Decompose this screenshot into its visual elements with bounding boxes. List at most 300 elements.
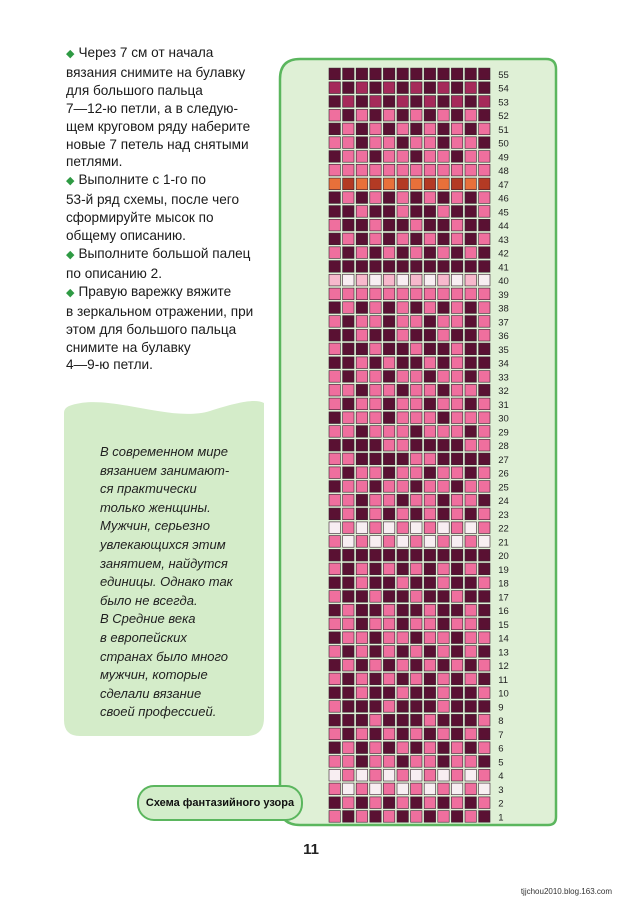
chart-cell bbox=[451, 467, 462, 479]
chart-cell bbox=[411, 591, 422, 603]
chart-cell bbox=[383, 233, 394, 245]
chart-cell bbox=[343, 343, 354, 355]
bullet-icon: ◆ bbox=[66, 248, 75, 261]
chart-cell bbox=[424, 151, 435, 163]
chart-cell bbox=[451, 618, 462, 630]
chart-cell bbox=[479, 343, 490, 355]
row-number: 11 bbox=[498, 674, 509, 686]
chart-cell bbox=[479, 618, 490, 630]
side-note-line: Мужчин, серьезно bbox=[100, 518, 210, 534]
chart-cell bbox=[383, 164, 394, 176]
row-number: 31 bbox=[498, 399, 509, 411]
chart-cell bbox=[383, 481, 394, 493]
chart-cell bbox=[343, 591, 354, 603]
bullet-icon: ◆ bbox=[66, 286, 75, 299]
chart-cell bbox=[479, 109, 490, 121]
chart-cell bbox=[465, 412, 476, 424]
chart-cell bbox=[370, 178, 381, 190]
chart-cell bbox=[424, 192, 435, 204]
chart-cell bbox=[411, 604, 422, 616]
row-number: 16 bbox=[498, 606, 509, 617]
chart-cell bbox=[397, 123, 408, 135]
chart-cell bbox=[451, 109, 462, 121]
chart-cell bbox=[343, 261, 354, 273]
page-number: 11 bbox=[303, 841, 319, 858]
chart-cell bbox=[424, 646, 435, 658]
chart-cell bbox=[411, 756, 422, 768]
row-number: 25 bbox=[498, 482, 509, 494]
row-number: 48 bbox=[498, 166, 509, 177]
chart-cell bbox=[479, 549, 490, 561]
chart-cell bbox=[451, 563, 462, 575]
chart-cell bbox=[356, 797, 367, 809]
chart-cell bbox=[451, 687, 462, 699]
chart-cell bbox=[383, 68, 394, 80]
chart-cell bbox=[465, 151, 476, 163]
row-number: 45 bbox=[498, 207, 509, 219]
chart-cell bbox=[424, 577, 435, 589]
chart-cell bbox=[424, 384, 435, 396]
row-number: 51 bbox=[498, 124, 509, 136]
chart-cell bbox=[356, 742, 367, 754]
chart-cell bbox=[424, 357, 435, 369]
chart-cell bbox=[465, 618, 476, 630]
chart-cell bbox=[479, 137, 490, 149]
chart-cell bbox=[329, 769, 340, 781]
row-number: 10 bbox=[498, 688, 509, 700]
row-number: 29 bbox=[498, 427, 509, 439]
chart-cell bbox=[370, 481, 381, 493]
chart-cell bbox=[465, 247, 476, 259]
chart-cell bbox=[479, 398, 490, 410]
chart-cell bbox=[438, 109, 449, 121]
chart-cell bbox=[465, 384, 476, 396]
row-number: 33 bbox=[498, 372, 509, 384]
chart-cell bbox=[411, 467, 422, 479]
chart-cell bbox=[383, 783, 394, 795]
chart-cell bbox=[465, 316, 476, 328]
chart-cell bbox=[424, 96, 435, 108]
chart-cell bbox=[383, 384, 394, 396]
chart-cell bbox=[438, 742, 449, 754]
chart-cell bbox=[451, 412, 462, 424]
chart-cell bbox=[411, 68, 422, 80]
chart-cell bbox=[356, 384, 367, 396]
chart-cell bbox=[343, 384, 354, 396]
side-note-line: ся практически bbox=[100, 481, 197, 497]
row-number: 38 bbox=[498, 303, 509, 315]
chart-cell bbox=[329, 384, 340, 396]
chart-cell bbox=[479, 68, 490, 80]
chart-cell bbox=[465, 481, 476, 493]
chart-cell bbox=[383, 178, 394, 190]
chart-cell bbox=[383, 412, 394, 424]
chart-cell bbox=[411, 439, 422, 451]
row-number: 26 bbox=[498, 468, 509, 480]
row-number: 24 bbox=[498, 496, 509, 507]
chart-cell bbox=[479, 178, 490, 190]
chart-cell bbox=[424, 522, 435, 534]
chart-cell bbox=[343, 467, 354, 479]
row-number: 6 bbox=[498, 743, 504, 755]
chart-cell bbox=[451, 302, 462, 314]
chart-cell bbox=[438, 797, 449, 809]
bullet-icon: ◆ bbox=[66, 175, 75, 188]
row-number: 34 bbox=[498, 358, 509, 370]
chart-cell bbox=[424, 494, 435, 506]
chart-cell bbox=[438, 577, 449, 589]
instruction-line: ◆ Правую варежку вяжите bbox=[66, 283, 232, 299]
chart-cell bbox=[356, 178, 367, 190]
chart-cell bbox=[411, 316, 422, 328]
chart-cell bbox=[383, 137, 394, 149]
side-note-line: В Средние века bbox=[100, 611, 196, 627]
chart-cell bbox=[451, 536, 462, 548]
chart-cell bbox=[411, 398, 422, 410]
chart-cell bbox=[424, 811, 435, 823]
row-number: 4 bbox=[498, 771, 504, 782]
instruction-line: для большого пальца bbox=[66, 82, 203, 98]
chart-cell bbox=[370, 811, 381, 823]
chart-cell bbox=[370, 728, 381, 740]
side-note-line: мужчин, которые bbox=[100, 667, 208, 683]
chart-cell bbox=[438, 728, 449, 740]
chart-cell bbox=[343, 769, 354, 781]
chart-cell bbox=[397, 536, 408, 548]
chart-cell bbox=[370, 604, 381, 616]
chart-cell bbox=[370, 494, 381, 506]
chart-cell bbox=[356, 371, 367, 383]
chart-cell bbox=[438, 261, 449, 273]
chart-cell bbox=[438, 233, 449, 245]
chart-cell bbox=[451, 673, 462, 685]
chart-cell bbox=[479, 797, 490, 809]
chart-cell bbox=[383, 673, 394, 685]
chart-cell bbox=[438, 687, 449, 699]
chart-cell bbox=[370, 659, 381, 671]
chart-cell bbox=[424, 109, 435, 121]
chart-cell bbox=[370, 96, 381, 108]
chart-cell bbox=[397, 109, 408, 121]
chart-cell bbox=[479, 591, 490, 603]
chart-cell bbox=[411, 206, 422, 218]
chart-cell bbox=[370, 371, 381, 383]
chart-cell bbox=[343, 783, 354, 795]
instruction-line: этом для большого пальца bbox=[66, 321, 237, 337]
row-number: 36 bbox=[498, 331, 509, 342]
instruction-line: общему описанию. bbox=[66, 228, 186, 244]
chart-cell bbox=[465, 714, 476, 726]
chart-cell bbox=[329, 247, 340, 259]
row-number: 18 bbox=[498, 578, 509, 590]
chart-cell bbox=[356, 659, 367, 671]
chart-cell bbox=[343, 522, 354, 534]
chart-cell bbox=[343, 618, 354, 630]
chart-cell bbox=[329, 591, 340, 603]
chart-cell bbox=[411, 811, 422, 823]
chart-cell bbox=[465, 123, 476, 135]
instruction-line: петлями. bbox=[66, 154, 123, 170]
chart-cell bbox=[465, 536, 476, 548]
chart-cell bbox=[343, 398, 354, 410]
chart-cell bbox=[465, 261, 476, 273]
chart-cell bbox=[356, 109, 367, 121]
chart-cell bbox=[397, 783, 408, 795]
chart-cell bbox=[479, 371, 490, 383]
chart-cell bbox=[343, 192, 354, 204]
chart-cell bbox=[397, 288, 408, 300]
chart-cell bbox=[397, 384, 408, 396]
chart-cell bbox=[411, 797, 422, 809]
chart-cell bbox=[356, 714, 367, 726]
row-number: 35 bbox=[498, 344, 509, 356]
chart-cell bbox=[438, 453, 449, 465]
chart-cell bbox=[424, 673, 435, 685]
chart-cell bbox=[479, 439, 490, 451]
chart-cell bbox=[356, 192, 367, 204]
chart-cell bbox=[397, 398, 408, 410]
chart-cell bbox=[343, 604, 354, 616]
chart-cell bbox=[424, 261, 435, 273]
chart-cell bbox=[329, 343, 340, 355]
chart-cell bbox=[438, 178, 449, 190]
chart-cell bbox=[397, 659, 408, 671]
chart-cell bbox=[370, 343, 381, 355]
chart-cell bbox=[397, 151, 408, 163]
chart-cell bbox=[329, 96, 340, 108]
chart-cell bbox=[424, 302, 435, 314]
instruction-line: щем круговом ряду наберите bbox=[66, 118, 251, 134]
chart-cell bbox=[383, 371, 394, 383]
chart-cell bbox=[451, 164, 462, 176]
chart-cell bbox=[451, 288, 462, 300]
chart-cell bbox=[397, 549, 408, 561]
chart-cell bbox=[411, 659, 422, 671]
chart-cell bbox=[479, 164, 490, 176]
chart-cell bbox=[329, 577, 340, 589]
instruction-line: 4—9-ю петли. bbox=[66, 357, 153, 373]
chart-cell bbox=[479, 288, 490, 300]
chart-cell bbox=[451, 329, 462, 341]
chart-cell bbox=[397, 701, 408, 713]
chart-cell bbox=[397, 522, 408, 534]
chart-cell bbox=[465, 797, 476, 809]
chart-cell bbox=[465, 549, 476, 561]
chart-cell bbox=[343, 536, 354, 548]
chart-cell bbox=[370, 439, 381, 451]
chart-cell bbox=[424, 783, 435, 795]
row-number: 17 bbox=[498, 592, 509, 604]
chart-cell bbox=[438, 673, 449, 685]
chart-caption: Схема фантазийного узора bbox=[137, 785, 303, 821]
chart-cell bbox=[370, 219, 381, 231]
chart-cell bbox=[397, 728, 408, 740]
chart-cell bbox=[451, 646, 462, 658]
chart-cell bbox=[356, 329, 367, 341]
chart-cell bbox=[370, 577, 381, 589]
chart-cell bbox=[479, 467, 490, 479]
chart-cell bbox=[356, 549, 367, 561]
chart-cell bbox=[451, 591, 462, 603]
chart-cell bbox=[383, 769, 394, 781]
chart-cell bbox=[370, 384, 381, 396]
chart-cell bbox=[479, 632, 490, 644]
instruction-line: ◆ Выполните большой палец bbox=[66, 245, 251, 261]
chart-cell bbox=[438, 439, 449, 451]
chart-cell bbox=[370, 192, 381, 204]
chart-cell bbox=[329, 412, 340, 424]
chart-cell bbox=[329, 811, 340, 823]
chart-cell bbox=[465, 673, 476, 685]
chart-cell bbox=[383, 549, 394, 561]
chart-cell bbox=[479, 783, 490, 795]
chart-cell bbox=[370, 316, 381, 328]
chart-cell bbox=[438, 659, 449, 671]
chart-cell bbox=[438, 357, 449, 369]
chart-cell bbox=[438, 618, 449, 630]
row-number: 3 bbox=[498, 784, 504, 796]
chart-cell bbox=[479, 82, 490, 94]
chart-cell bbox=[370, 233, 381, 245]
chart-cell bbox=[465, 302, 476, 314]
side-note-line: сделали вязание bbox=[100, 685, 202, 701]
chart-cell bbox=[370, 549, 381, 561]
chart-cell bbox=[438, 398, 449, 410]
chart-cell bbox=[356, 522, 367, 534]
row-number: 40 bbox=[498, 276, 509, 287]
chart-cell bbox=[370, 563, 381, 575]
chart-cell bbox=[451, 453, 462, 465]
chart-cell bbox=[383, 494, 394, 506]
chart-cell bbox=[451, 261, 462, 273]
chart-cell bbox=[438, 604, 449, 616]
chart-cell bbox=[370, 591, 381, 603]
chart-cell bbox=[329, 206, 340, 218]
chart-cell bbox=[438, 384, 449, 396]
chart-cell bbox=[465, 439, 476, 451]
chart-cell bbox=[397, 494, 408, 506]
chart-cell bbox=[424, 178, 435, 190]
chart-cell bbox=[479, 453, 490, 465]
chart-cell bbox=[370, 206, 381, 218]
chart-cell bbox=[397, 412, 408, 424]
chart-cell bbox=[424, 329, 435, 341]
chart-cell bbox=[424, 164, 435, 176]
chart-cell bbox=[329, 508, 340, 520]
chart-cell bbox=[356, 123, 367, 135]
chart-cell bbox=[479, 233, 490, 245]
chart-cell bbox=[479, 769, 490, 781]
chart-cell bbox=[370, 508, 381, 520]
chart-cell bbox=[329, 549, 340, 561]
chart-cell bbox=[356, 206, 367, 218]
chart-cell bbox=[397, 68, 408, 80]
row-number: 1 bbox=[498, 812, 504, 824]
chart-cell bbox=[356, 151, 367, 163]
chart-cell bbox=[465, 233, 476, 245]
chart-cell bbox=[356, 494, 367, 506]
chart-cell bbox=[479, 536, 490, 548]
chart-cell bbox=[479, 508, 490, 520]
chart-cell bbox=[343, 329, 354, 341]
chart-cell bbox=[383, 604, 394, 616]
chart-cell bbox=[451, 701, 462, 713]
chart-cell bbox=[356, 82, 367, 94]
chart-cell bbox=[424, 343, 435, 355]
chart-cell bbox=[465, 398, 476, 410]
row-number: 15 bbox=[498, 619, 509, 631]
chart-cell bbox=[370, 618, 381, 630]
chart-cell bbox=[397, 329, 408, 341]
chart-cell bbox=[370, 536, 381, 548]
chart-cell bbox=[438, 82, 449, 94]
chart-cell bbox=[383, 756, 394, 768]
chart-cell bbox=[424, 206, 435, 218]
chart-cell bbox=[438, 563, 449, 575]
chart-cell bbox=[411, 618, 422, 630]
chart-cell bbox=[479, 742, 490, 754]
chart-cell bbox=[479, 316, 490, 328]
row-number: 8 bbox=[498, 716, 504, 727]
side-note-line: своей профессией. bbox=[100, 704, 217, 720]
chart-cell bbox=[329, 288, 340, 300]
chart-cell bbox=[424, 591, 435, 603]
instructions bbox=[66, 44, 276, 374]
chart-cell bbox=[438, 96, 449, 108]
chart-cell bbox=[438, 274, 449, 286]
chart-cell bbox=[465, 742, 476, 754]
chart-cell bbox=[329, 646, 340, 658]
chart-cell bbox=[370, 151, 381, 163]
chart-cell bbox=[465, 577, 476, 589]
chart-cell bbox=[343, 701, 354, 713]
chart-cell bbox=[411, 481, 422, 493]
chart-cell bbox=[329, 164, 340, 176]
chart-cell bbox=[343, 577, 354, 589]
side-note-line: В современном мире bbox=[100, 444, 228, 459]
chart-cell bbox=[451, 233, 462, 245]
chart-cell bbox=[343, 549, 354, 561]
chart-cell bbox=[397, 714, 408, 726]
chart-cell bbox=[411, 357, 422, 369]
chart-cell bbox=[438, 371, 449, 383]
chart-cell bbox=[411, 701, 422, 713]
chart-cell bbox=[356, 233, 367, 245]
chart-cell bbox=[356, 426, 367, 438]
row-number: 50 bbox=[498, 138, 509, 150]
chart-cell bbox=[356, 343, 367, 355]
chart-cell bbox=[424, 701, 435, 713]
chart-cell bbox=[465, 343, 476, 355]
chart-cell bbox=[383, 536, 394, 548]
chart-cell bbox=[479, 151, 490, 163]
chart-cell bbox=[343, 797, 354, 809]
chart-cell bbox=[424, 316, 435, 328]
chart-cell bbox=[479, 123, 490, 135]
chart-cell bbox=[329, 494, 340, 506]
chart-cell bbox=[465, 206, 476, 218]
chart-cell bbox=[411, 247, 422, 259]
chart-cell bbox=[343, 756, 354, 768]
chart-cell bbox=[356, 563, 367, 575]
chart-cell bbox=[370, 261, 381, 273]
chart-cell bbox=[411, 233, 422, 245]
side-note-line: вязанием занимают- bbox=[100, 462, 230, 478]
chart-cell bbox=[451, 577, 462, 589]
row-number: 2 bbox=[498, 798, 504, 810]
chart-cell bbox=[479, 261, 490, 273]
chart-cell bbox=[411, 783, 422, 795]
